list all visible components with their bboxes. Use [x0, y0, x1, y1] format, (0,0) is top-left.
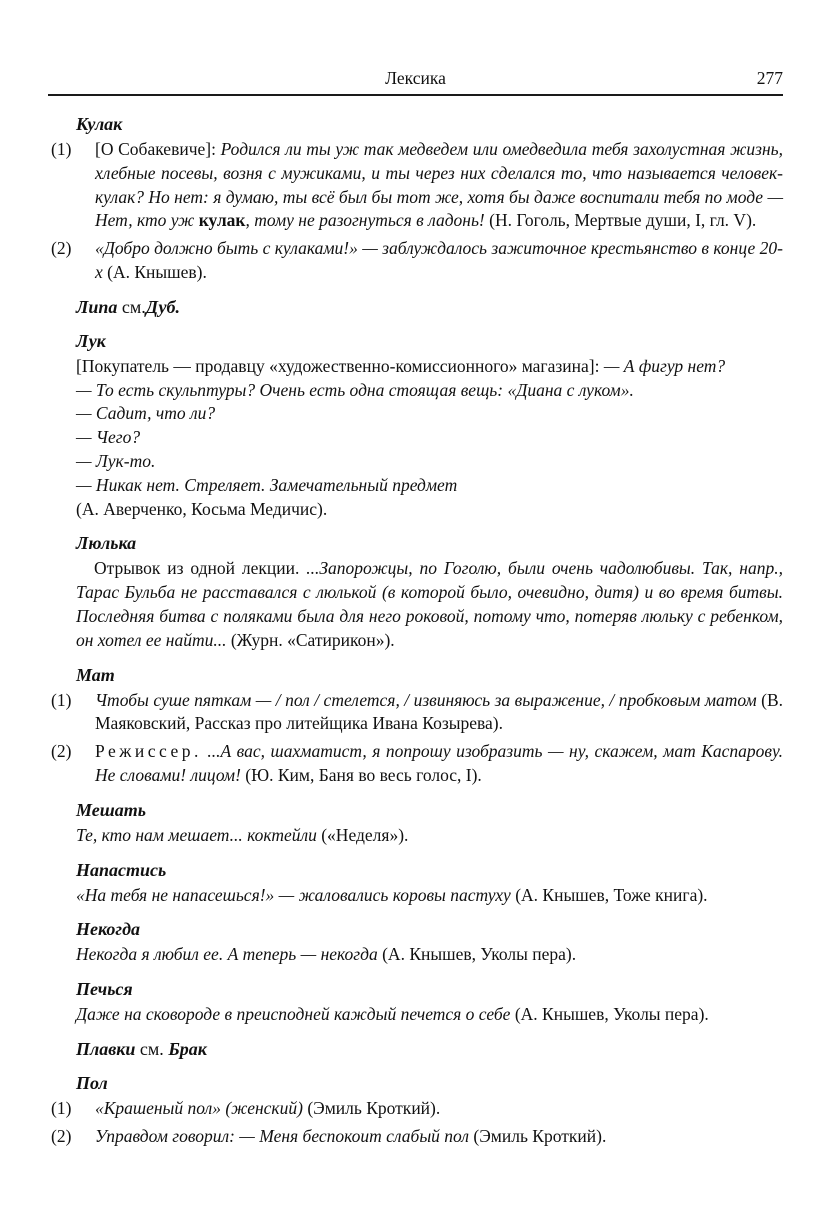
dialog-line — [76, 426, 783, 450]
headword: Мат — [76, 664, 115, 685]
text-run-italic: ...А вас, шахматист, я попрошу изобразить — ну, скажем, мат Каспарову. Не словами! лицом! — [95, 741, 783, 785]
numbered-example — [48, 138, 783, 233]
text-run-italic: Некогда я любил ее. А теперь — некогда — [76, 944, 378, 965]
running-header — [48, 64, 783, 96]
text-run-italic: Управдом говорил: — Меня беспокоит слабый пол — [95, 1125, 470, 1146]
text-run: [Покупатель — продавцу «художественно-комиссионного» магазина]: — [76, 355, 604, 376]
headword: Лук — [76, 330, 106, 351]
text-run-italic: — Никак нет. Стреляет. Замечательный предмет — [76, 474, 458, 495]
entry-pechsya — [48, 977, 783, 1027]
headword: Мешать — [76, 799, 146, 820]
see-target-link[interactable]: Брак — [168, 1038, 207, 1059]
headword: Некогда — [76, 919, 141, 940]
example-line — [48, 824, 783, 848]
entry-plavki — [48, 1037, 783, 1061]
dialog-line — [76, 379, 783, 403]
citation: (Эмиль Кроткий). — [302, 1097, 441, 1118]
entry-mat — [48, 663, 783, 788]
dialog-example — [48, 355, 783, 522]
text-run-italic: — А фигур нет? — [603, 355, 726, 376]
citation: (Н. Гоголь, Мертвые души, I, гл. V). — [484, 210, 757, 231]
entry-lyulka — [48, 531, 783, 652]
text-run-italic: — Лук-то. — [76, 450, 156, 471]
headword: Кулак — [76, 114, 123, 134]
see-label: см. — [139, 1038, 164, 1059]
running-header-title: Лексика — [385, 68, 446, 88]
citation: (А. Кнышев, Уколы пера). — [377, 944, 577, 965]
text-run-italic: Родился ли ты уж так медведем или омедведила тебя захолустная жизнь, хлебные посевы, возня с мужиками, и ты через них сделался то, что называется человек-кулак? Но нет: я думаю, ты всё был бы тот же, хотя бы даже воспитали тебя по моде — Нет, кто уж — [95, 139, 783, 231]
headword-cross-reference — [76, 1037, 783, 1061]
entry-napastis — [48, 858, 783, 908]
text-run-italic: Даже на сковороде в преисподней каждый печется о себе — [76, 1004, 511, 1025]
see-target-link[interactable]: Дуб. — [145, 296, 180, 317]
entry-meshat — [48, 798, 783, 848]
headword: Плавки — [76, 1038, 136, 1059]
citation: (А. Аверченко, Косьма Медичис). — [76, 498, 328, 519]
dialog-line — [76, 355, 783, 379]
text-run-italic: — Чего? — [76, 427, 141, 448]
citation: (Журн. «Сатирикон»). — [226, 629, 395, 650]
numbered-example — [48, 689, 783, 737]
dictionary-content — [48, 112, 783, 1159]
text-run-italic: — Садит, что ли? — [76, 403, 216, 424]
page-number: 277 — [756, 68, 783, 88]
text-run-italic: «Крашеный пол» (женский) — [95, 1097, 303, 1118]
speaker-label: Режиссер. — [95, 741, 202, 762]
headword: Люлька — [76, 533, 137, 554]
citation: (В. Маяковский, Рассказ про литейщика Ивана Козырева). — [95, 689, 784, 734]
numbered-example — [48, 237, 783, 285]
example-line — [48, 943, 783, 967]
text-run-italic: Чтобы суше пяткам — / пол / стелется, / извиняюсь за выражение, / пробковым матом — [95, 689, 757, 710]
text-run-italic: ...Запорожцы, по Гоголю, были очень чадолюбивы. Так, напр., Тарас Бульба не расставался с люлькой (в которой было, очевидно, дитя) и во время битвы. Последняя битва с поляками была для него роковой, потому что, потеряв люльку с ребенком, он хотел ее найти... — [76, 558, 783, 650]
text-run-bold: кулак — [198, 210, 246, 231]
text-run-italic: Те, кто нам мешает... коктейли — [76, 824, 317, 845]
example-number: (1) — [51, 1097, 72, 1118]
numbered-example — [48, 1125, 783, 1149]
text-run: Отрывок из одной лекции. — [94, 558, 307, 579]
entry-luk — [48, 329, 783, 522]
dialog-line — [76, 474, 783, 498]
example-number: (2) — [51, 238, 72, 259]
headword: Пол — [76, 1072, 108, 1093]
example-number: (1) — [51, 139, 72, 159]
numbered-example — [48, 1097, 783, 1121]
text-run-italic: — То есть скульптуры? Очень есть одна стоящая вещь: «Диана с луком». — [76, 379, 634, 400]
headword: Липа — [76, 296, 118, 317]
example-line — [48, 884, 783, 908]
headword: Печься — [76, 979, 133, 1000]
entry-kulak — [48, 112, 783, 285]
citation: («Неделя»). — [316, 824, 409, 845]
numbered-example — [48, 740, 783, 788]
text-run-italic: , тому не разогнуться в ладонь! — [245, 210, 485, 231]
text-run-italic: «На тебя не напасешься!» — жаловались коровы пастуху — [76, 884, 511, 905]
citation: (А. Кнышев, Уколы пера). — [510, 1004, 709, 1025]
entry-pol — [48, 1071, 783, 1149]
example-number: (1) — [51, 689, 72, 710]
entry-lipa — [48, 295, 783, 319]
citation: (Ю. Ким, Баня во весь голос, I). — [240, 764, 482, 785]
citation: (Эмиль Кроткий). — [469, 1125, 607, 1146]
see-label: см. — [121, 296, 146, 317]
dialog-line — [76, 450, 783, 474]
paragraph-example — [48, 557, 783, 652]
text-run: [О Собакевиче]: — [95, 139, 221, 159]
text-run-italic: «Добро должно быть с кулаками!» — заблуждалось зажиточное крестьянство в конце 20-х — [95, 238, 783, 282]
example-number: (2) — [51, 741, 72, 762]
example-line — [48, 1003, 783, 1027]
example-number: (2) — [51, 1125, 72, 1146]
headword: Напастись — [76, 859, 167, 880]
headword-cross-reference — [76, 295, 783, 319]
citation: (А. Кнышев, Тоже книга). — [510, 884, 708, 905]
citation: (А. Кнышев). — [102, 261, 207, 282]
entry-nekogda — [48, 917, 783, 967]
dialog-line — [76, 402, 783, 426]
